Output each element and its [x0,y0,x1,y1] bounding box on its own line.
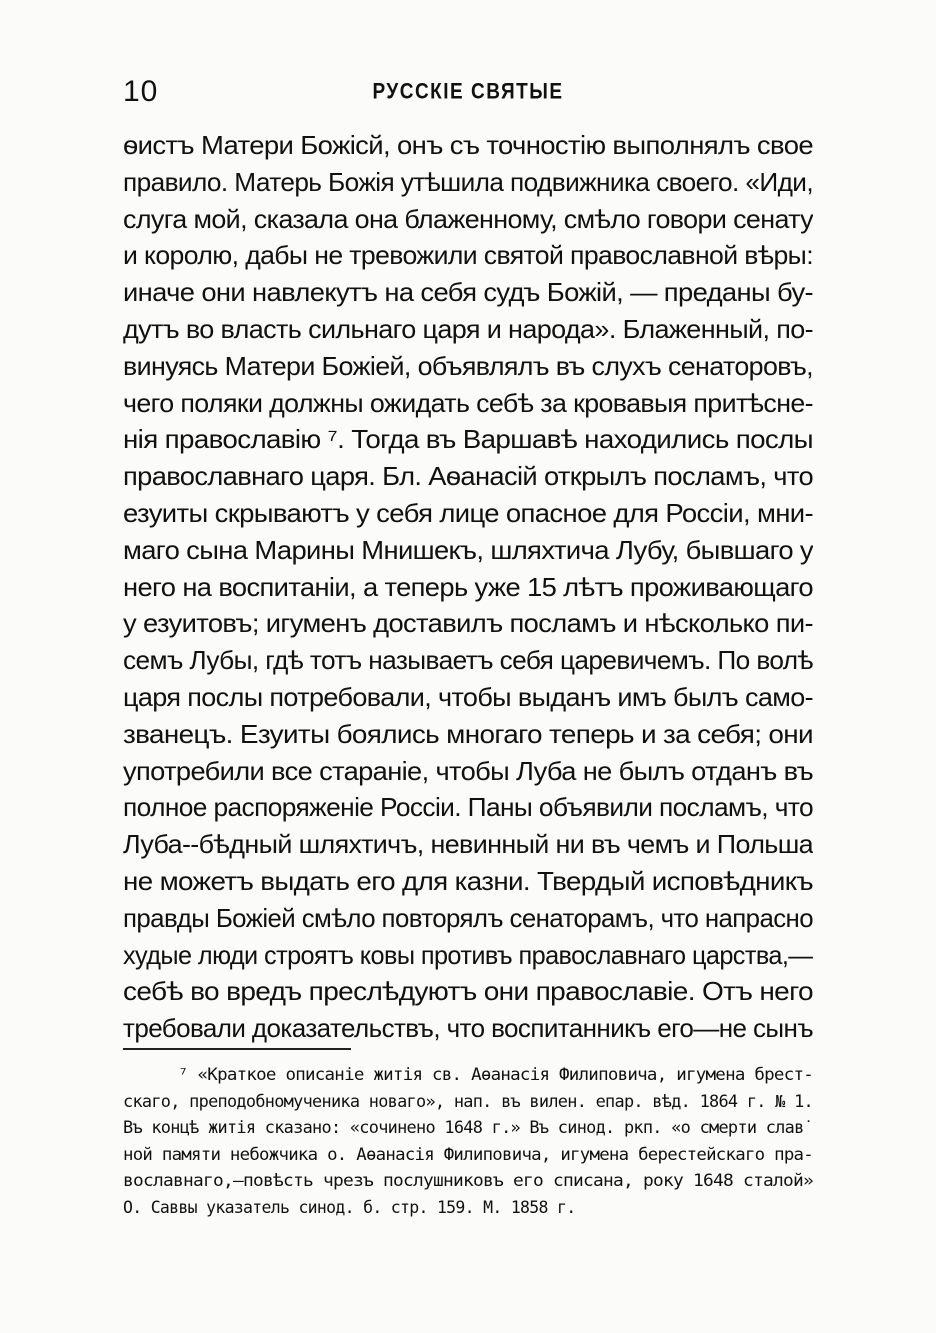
body-line: царя послы потребовали, чтобы выданъ имъ былъ само- [123,681,813,712]
body-line: худые люди строятъ ковы противъ православнаго царства,— [123,939,813,970]
body-line: слуга мой, сказала она блаженному, смѣло говори сенату [123,203,813,234]
body-line: дутъ во власть сильнаго царя и народа». Блаженный, по- [123,313,813,344]
footnote-line: ⁷ «Краткое описаніе житія св. Аѳанасія Филиповича, игумена брест- [178,1065,813,1084]
body-line: Луба--бѣдный шляхтичъ, невинный ни въ чемъ и Польша [123,829,813,860]
body-text [123,127,813,1047]
footnote-line: О. Саввы указатель синод. б. стр. 159. М. 1858 г. [123,1197,576,1217]
body-line: правды Божіей смѣло повторялъ сенаторамъ, что напрасно [123,902,813,933]
body-line: употребили все стараніе, чтобы Луба не былъ отданъ въ [123,755,813,786]
body-line: полное распоряженіе Россіи. Паны объявили посламъ, что [123,792,813,823]
page-number: 10 [123,75,159,108]
body-line: него на воспитаніи, а теперь уже 15 лѣтъ проживающаго [123,571,813,602]
body-line: иначе они навлекутъ на себя судъ Божій, — преданы бу- [123,277,813,308]
footnotes [123,1062,813,1221]
body-line: себѣ во вредъ преслѣдуютъ они православіе. Отъ него [123,976,813,1007]
body-line: семъ Лубы, гдѣ тотъ называетъ себя царевичемъ. По волѣ [123,645,813,676]
body-line: ѳистъ Матери Божісй, онъ съ точностію выполнялъ свое [123,130,813,160]
footnote-line: Въ концѣ житія сказано: «сочинено 1648 г.» Въ синод. ркп. «о смерти слав˙ [123,1118,813,1137]
body-line: езуиты скрываютъ у себя лице опасное для Россіи, мни- [123,497,813,528]
body-line: чего поляки должны ожидать себѣ за кровавыя притѣсне- [123,387,813,418]
running-head: РУССКІЕ СВЯТЫЕ [372,80,564,105]
body-line: званецъ. Езуиты боялись многаго теперь и за себя; они [123,718,813,749]
body-line: маго сына Марины Мнишекъ, шляхтича Лубу, бывшаго у [123,534,813,565]
footnote-line: скаго, преподобномученика новаго», нап. въ вилен. епар. вѣд. 1864 г. № 1. [123,1091,813,1111]
page-header [123,72,813,112]
footnote-divider [123,1048,351,1050]
body-line: винуясь Матери Божіей, объявлялъ въ слухъ сенаторовъ, [123,350,813,381]
body-line: и королю, дабы не тревожили святой православной вѣры: [123,240,813,271]
body-line: православнаго царя. Бл. Аѳанасій открылъ посламъ, что [123,461,813,492]
body-line: правило. Матерь Божія утѣшила подвижника своего. «Иди, [123,166,813,197]
body-line: нія православію ⁷. Тогда въ Варшавѣ находились послы [123,424,813,455]
footnote-line: вославнаго,—повѣсть чрезъ послушниковъ его списана, року 1648 сталой» [123,1171,813,1190]
body-line: требовали доказательствъ, что воспитанникъ его—не сынъ [123,1013,813,1044]
body-line: у езуитовъ; игуменъ доставилъ посламъ и нѣсколько пи- [123,608,813,639]
body-line: не можетъ выдать его для казни. Твердый исповѣдникъ [123,865,813,896]
footnote-line: ной памяти небожчика о. Аѳанасія Филиповича, игумена берестейскаго пра- [123,1144,813,1164]
